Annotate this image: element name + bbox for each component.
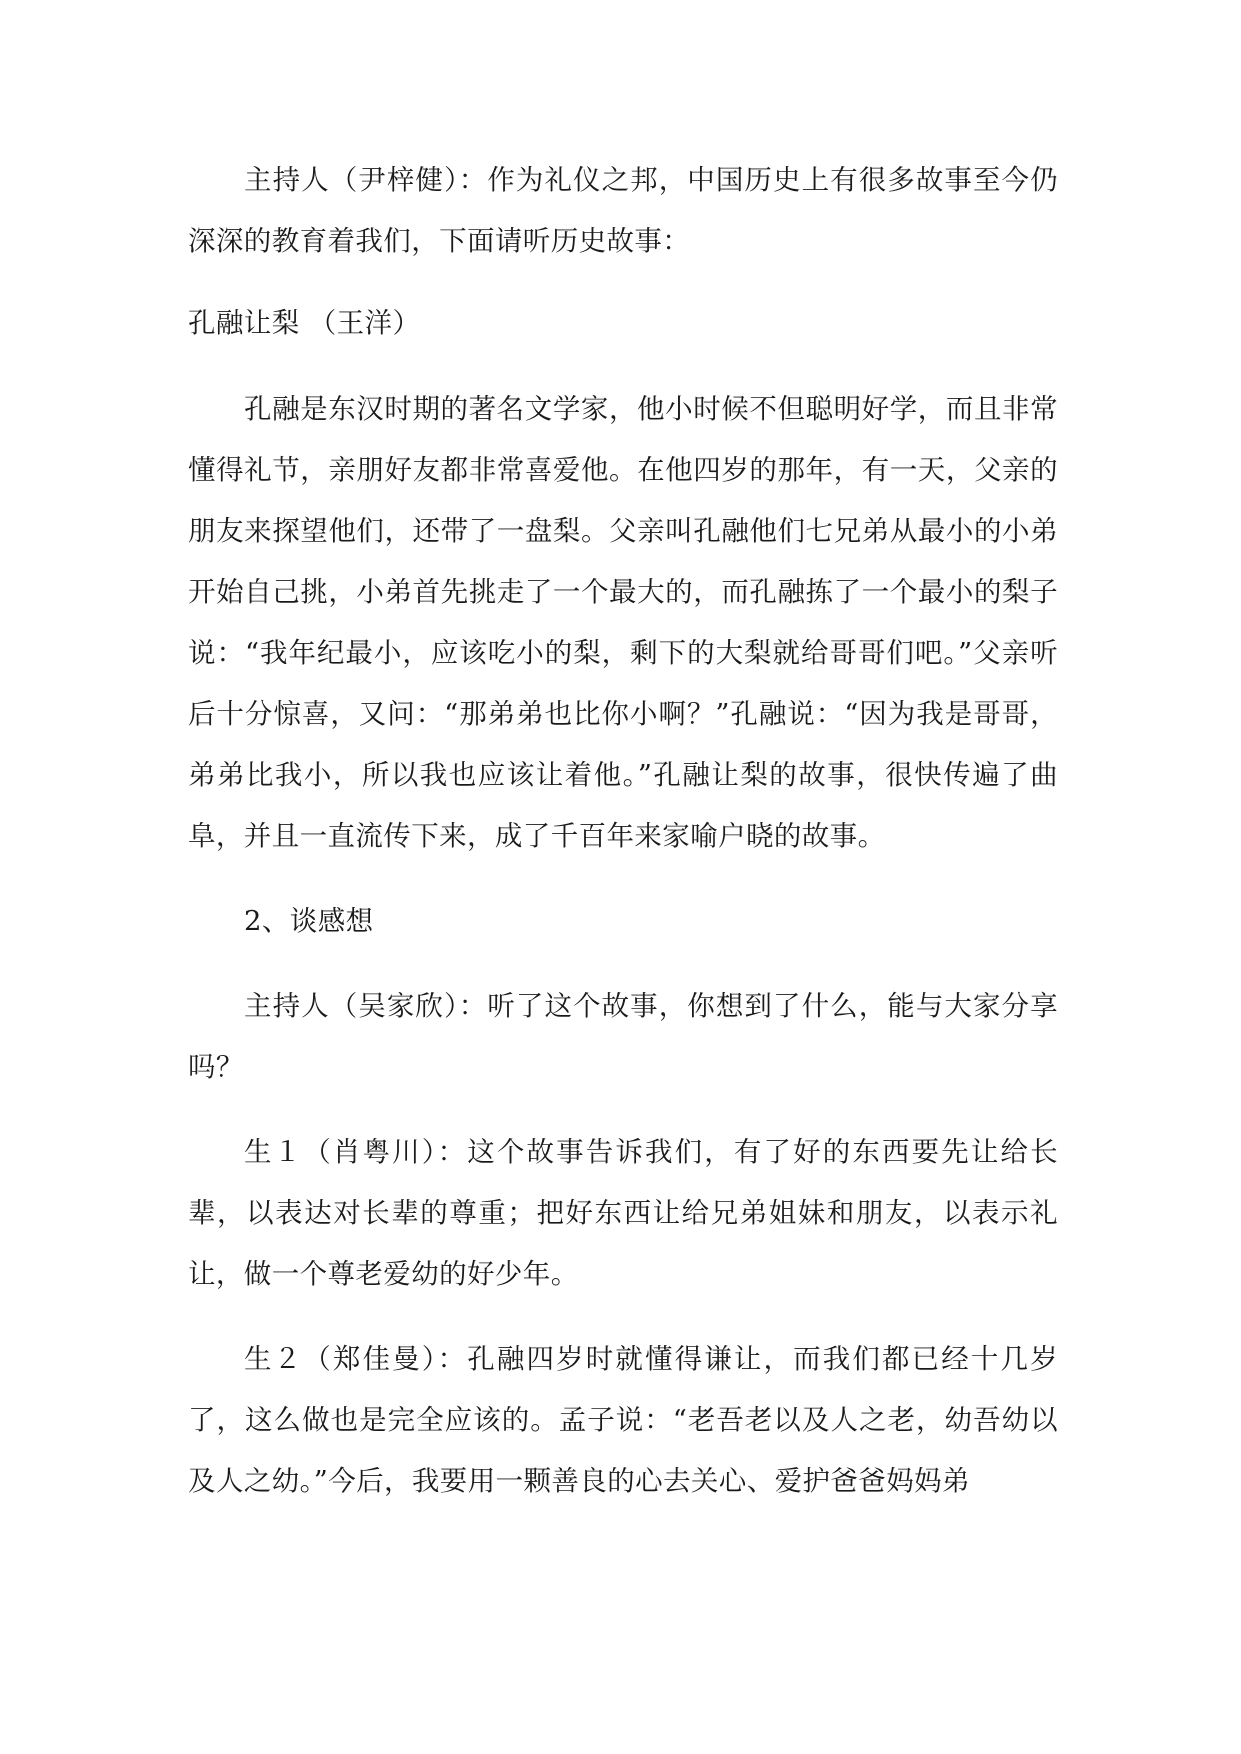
document-page [188,150,1058,1512]
student-1-paragraph: 生１（肖粤川）：这个故事告诉我们，有了好的东西要先让给长辈，以表达对长辈的尊重；把好东西让给兄弟姐妹和朋友，以表示礼让，做一个尊老爱幼的好少年。 [188,1136,1058,1290]
story-body-paragraph: 孔融是东汉时期的著名文学家，他小时候不但聪明好学，而且非常懂得礼节，亲朋好友都非常喜爱他。在他四岁的那年，有一天，父亲的朋友来探望他们，还带了一盘梨。父亲叫孔融他们七兄弟从最小的小弟开始自己挑，小弟首先挑走了一个最大的，而孔融拣了一个最小的梨子说：“我年纪最小，应该吃小的梨，剩下的大梨就给哥哥们吧。”父亲听后十分惊喜，又问：“那弟弟也比你小啊？”孔融说：“因为我是哥哥，弟弟比我小，所以我也应该让着他。”孔融让梨的故事，很快传遍了曲阜，并且一直流传下来，成了千百年来家喻户晓的故事。 [188,393,1058,852]
story-title: 孔融让梨 （王洋） [188,307,421,339]
section-heading: 2、谈感想 [244,905,374,937]
host-intro-paragraph: 主持人（尹梓健）：作为礼仪之邦，中国历史上有很多故事至今仍深深的教育着我们，下面请听历史故事： [188,164,1058,257]
student-2-paragraph: 生２（郑佳曼）：孔融四岁时就懂得谦让，而我们都已经十几岁了，这么做也是完全应该的。孟子说：“老吾老以及人之老，幼吾幼以及人之幼。”今后，我要用一颗善良的心去关心、爱护爸爸妈妈弟 [188,1343,1058,1497]
host-question-paragraph: 主持人（吴家欣）：听了这个故事，你想到了什么，能与大家分享吗？ [188,990,1058,1083]
